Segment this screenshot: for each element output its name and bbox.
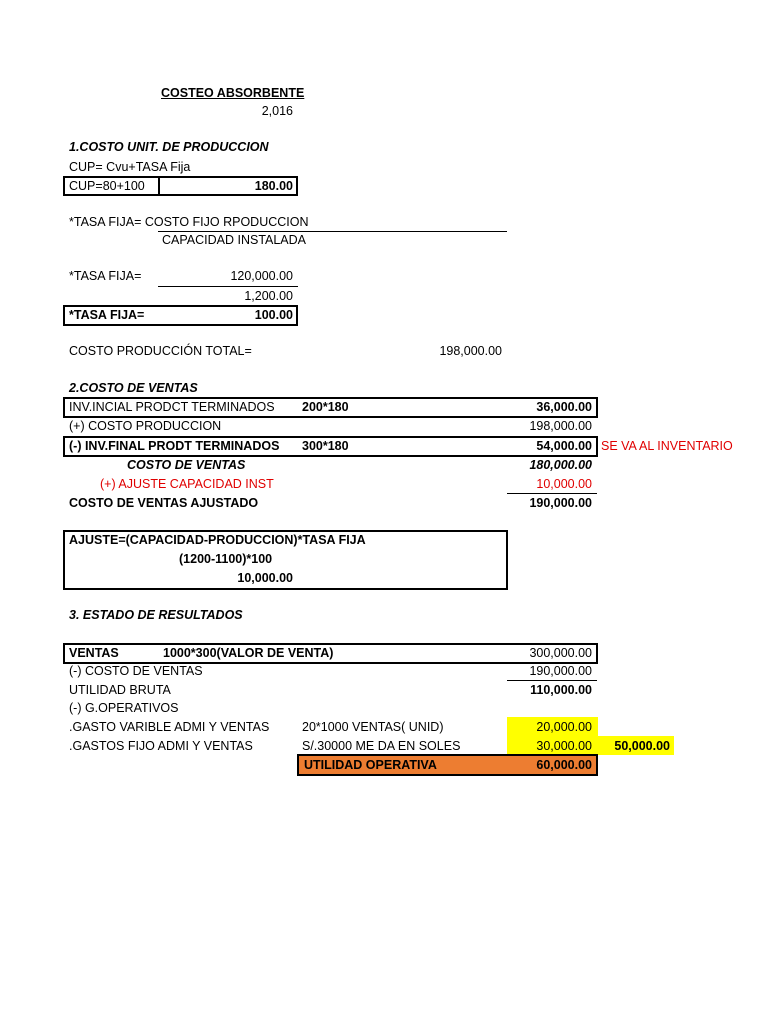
costo-ventas-ajustado-label: COSTO DE VENTAS AJUSTADO (69, 496, 259, 510)
ajuste-calc: (1200-1100)*100 (179, 552, 273, 566)
ajuste-capacidad-label: (+) AJUSTE CAPACIDAD INST (100, 477, 274, 491)
utilidad-operativa-label: UTILIDAD OPERATIVA (304, 758, 437, 772)
tasa-denominator: 1,200.00 (244, 289, 293, 303)
gasto-variable-value: 20,000.00 (536, 720, 592, 734)
tasa-result-label: *TASA FIJA= (69, 308, 145, 322)
section-2-heading: 2.COSTO DE VENTAS (69, 381, 198, 395)
costo-produccion-total-label: COSTO PRODUCCIÓN TOTAL= (69, 344, 252, 358)
costo-ventas-ajustado-value: 190,000.00 (529, 496, 592, 510)
costo-ventas-value: 180,000.00 (529, 458, 592, 472)
cup-label: CUP=80+100 (69, 179, 145, 193)
gasto-variable-calc: 20*1000 VENTAS( UNID) (302, 720, 444, 734)
gasto-fijo-calc: S/.30000 ME DA EN SOLES (302, 739, 461, 753)
tasa-label: *TASA FIJA= (69, 269, 142, 283)
inv-final-note: SE VA AL INVENTARIO (601, 439, 733, 453)
utilidad-operativa-value: 60,000.00 (536, 758, 592, 772)
ventas-value: 300,000.00 (529, 646, 592, 660)
tasa-definition-denominator: CAPACIDAD INSTALADA (162, 233, 307, 247)
gastos-operativos-label: (-) G.OPERATIVOS (69, 701, 179, 715)
utilidad-bruta-line (507, 680, 597, 681)
costo-ventas-deduccion-value: 190,000.00 (529, 664, 592, 678)
costo-produccion-total-value: 198,000.00 (439, 344, 502, 358)
inv-inicial-calc: 200*180 (302, 400, 349, 414)
ventas-calc: 1000*300(VALOR DE VENTA) (163, 646, 334, 660)
year: 2,016 (261, 104, 293, 118)
tasa-numerator: 120,000.00 (230, 269, 293, 283)
gasto-fijo-label: .GASTOS FIJO ADMI Y VENTAS (69, 739, 253, 753)
cup-formula: CUP= Cvu+TASA Fija (69, 160, 191, 174)
ajuste-capacidad-value: 10,000.00 (536, 477, 592, 491)
ajuste-formula: AJUSTE=(CAPACIDAD-PRODUCCION)*TASA FIJA (69, 533, 366, 547)
costo-produccion-label: (+) COSTO PRODUCCION (69, 419, 222, 433)
sheet-title: COSTEO ABSORBENTE (161, 86, 305, 100)
cup-value: 180.00 (254, 179, 293, 193)
section-1-heading: 1.COSTO UNIT. DE PRODUCCION (69, 140, 269, 154)
inv-final-value: 54,000.00 (536, 439, 592, 453)
inv-inicial-value: 36,000.00 (536, 400, 592, 414)
inv-final-label: (-) INV.FINAL PRODT TERMINADOS (69, 439, 280, 453)
tasa-result-value: 100.00 (254, 308, 293, 322)
gasto-fijo-value: 30,000.00 (536, 739, 592, 753)
costo-produccion-value: 198,000.00 (529, 419, 592, 433)
utilidad-bruta-label: UTILIDAD BRUTA (69, 683, 171, 697)
inv-final-calc: 300*180 (302, 439, 349, 453)
utilidad-bruta-value: 110,000.00 (530, 683, 592, 697)
section-3-heading: 3. ESTADO DE RESULTADOS (69, 608, 243, 622)
gastos-total-value: 50,000.00 (614, 739, 670, 753)
subtotal-line (507, 493, 597, 494)
ventas-label: VENTAS (69, 646, 119, 660)
costo-ventas-deduccion-label: (-) COSTO DE VENTAS (69, 664, 203, 678)
costo-ventas-label: COSTO DE VENTAS (127, 458, 246, 472)
tasa-fraction-line (158, 286, 298, 287)
inv-inicial-label: INV.INCIAL PRODCT TERMINADOS (69, 400, 275, 414)
tasa-definition-numerator: *TASA FIJA= COSTO FIJO RPODUCCION (69, 215, 309, 229)
gasto-variable-label: .GASTO VARIBLE ADMI Y VENTAS (69, 720, 270, 734)
ajuste-result: 10,000.00 (237, 571, 293, 585)
